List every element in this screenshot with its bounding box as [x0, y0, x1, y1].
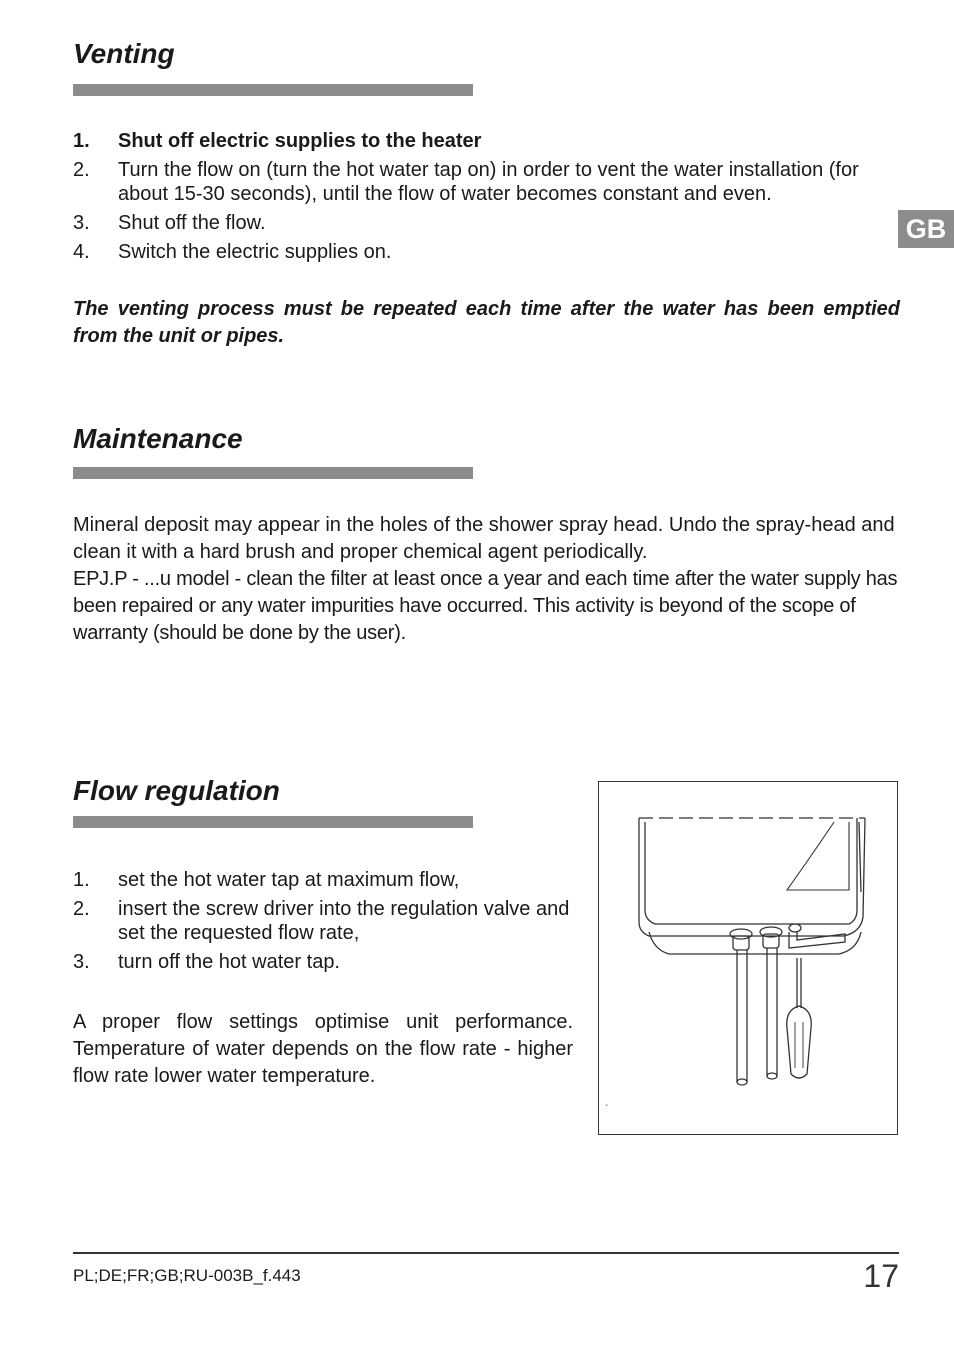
- step-number: 4.: [73, 241, 90, 263]
- step-number: 3.: [73, 212, 90, 234]
- step-number: 2.: [73, 898, 90, 920]
- step-number: 2.: [73, 159, 90, 181]
- venting-title: Venting: [73, 38, 175, 69]
- figure-mark: `: [605, 1104, 609, 1115]
- flow-regulation-title: Flow regulation: [73, 775, 280, 806]
- step-number: 3.: [73, 951, 90, 973]
- flow-step: [73, 868, 578, 892]
- step-text: Turn the flow on (turn the hot water tap on) in order to vent the water installation (for about 15-30 seconds), until the flow of water becomes constant and even.: [118, 159, 859, 205]
- heater-illustration: [599, 782, 897, 1134]
- venting-step: [73, 129, 893, 153]
- page-number: 17: [863, 1258, 899, 1294]
- maintenance-title: Maintenance: [73, 423, 243, 454]
- step-text: turn off the hot water tap.: [118, 951, 340, 973]
- step-number: 1.: [73, 130, 90, 152]
- flow-steps: [73, 868, 578, 979]
- venting-step: [73, 240, 893, 264]
- flow-step: [73, 950, 578, 974]
- step-text: Shut off electric supplies to the heater: [118, 130, 482, 152]
- footer-rule: [73, 1252, 899, 1254]
- flow-regulation-title-bar: [73, 816, 473, 828]
- venting-note: The venting process must be repeated each time after the water has been emptied from the unit or pipes.: [73, 298, 900, 347]
- step-text: Switch the electric supplies on.: [118, 241, 392, 263]
- flow-paragraph: A proper flow settings optimise unit performance. Temperature of water depends on the flow rate - higher flow rate lower water temperature.: [73, 1011, 573, 1087]
- flow-step: [73, 897, 578, 945]
- language-tab: GB: [898, 210, 954, 248]
- venting-step: [73, 158, 893, 206]
- venting-steps: [73, 129, 893, 269]
- heater-diagram: [598, 781, 898, 1135]
- step-text: Shut off the flow.: [118, 212, 266, 234]
- step-text: insert the screw driver into the regulation valve and set the requested flow rate,: [118, 898, 570, 944]
- step-number: 1.: [73, 869, 90, 891]
- maintenance-title-bar: [73, 467, 473, 479]
- step-text: set the hot water tap at maximum flow,: [118, 869, 460, 891]
- maintenance-paragraph-1: Mineral deposit may appear in the holes of the shower spray head. Undo the spray-head and clean it with a hard brush and proper chemical agent periodically.: [73, 514, 895, 563]
- maintenance-paragraph-2: EPJ.P - ...u model - clean the filter at least once a year and each time after the water supply has been repaired or any water impurities have occurred. This activity is beyond of the scope of warranty (should be done by the user).: [73, 568, 898, 644]
- venting-title-bar: [73, 84, 473, 96]
- document-code: PL;DE;FR;GB;RU-003B_f.443: [73, 1266, 301, 1285]
- venting-step: [73, 211, 893, 235]
